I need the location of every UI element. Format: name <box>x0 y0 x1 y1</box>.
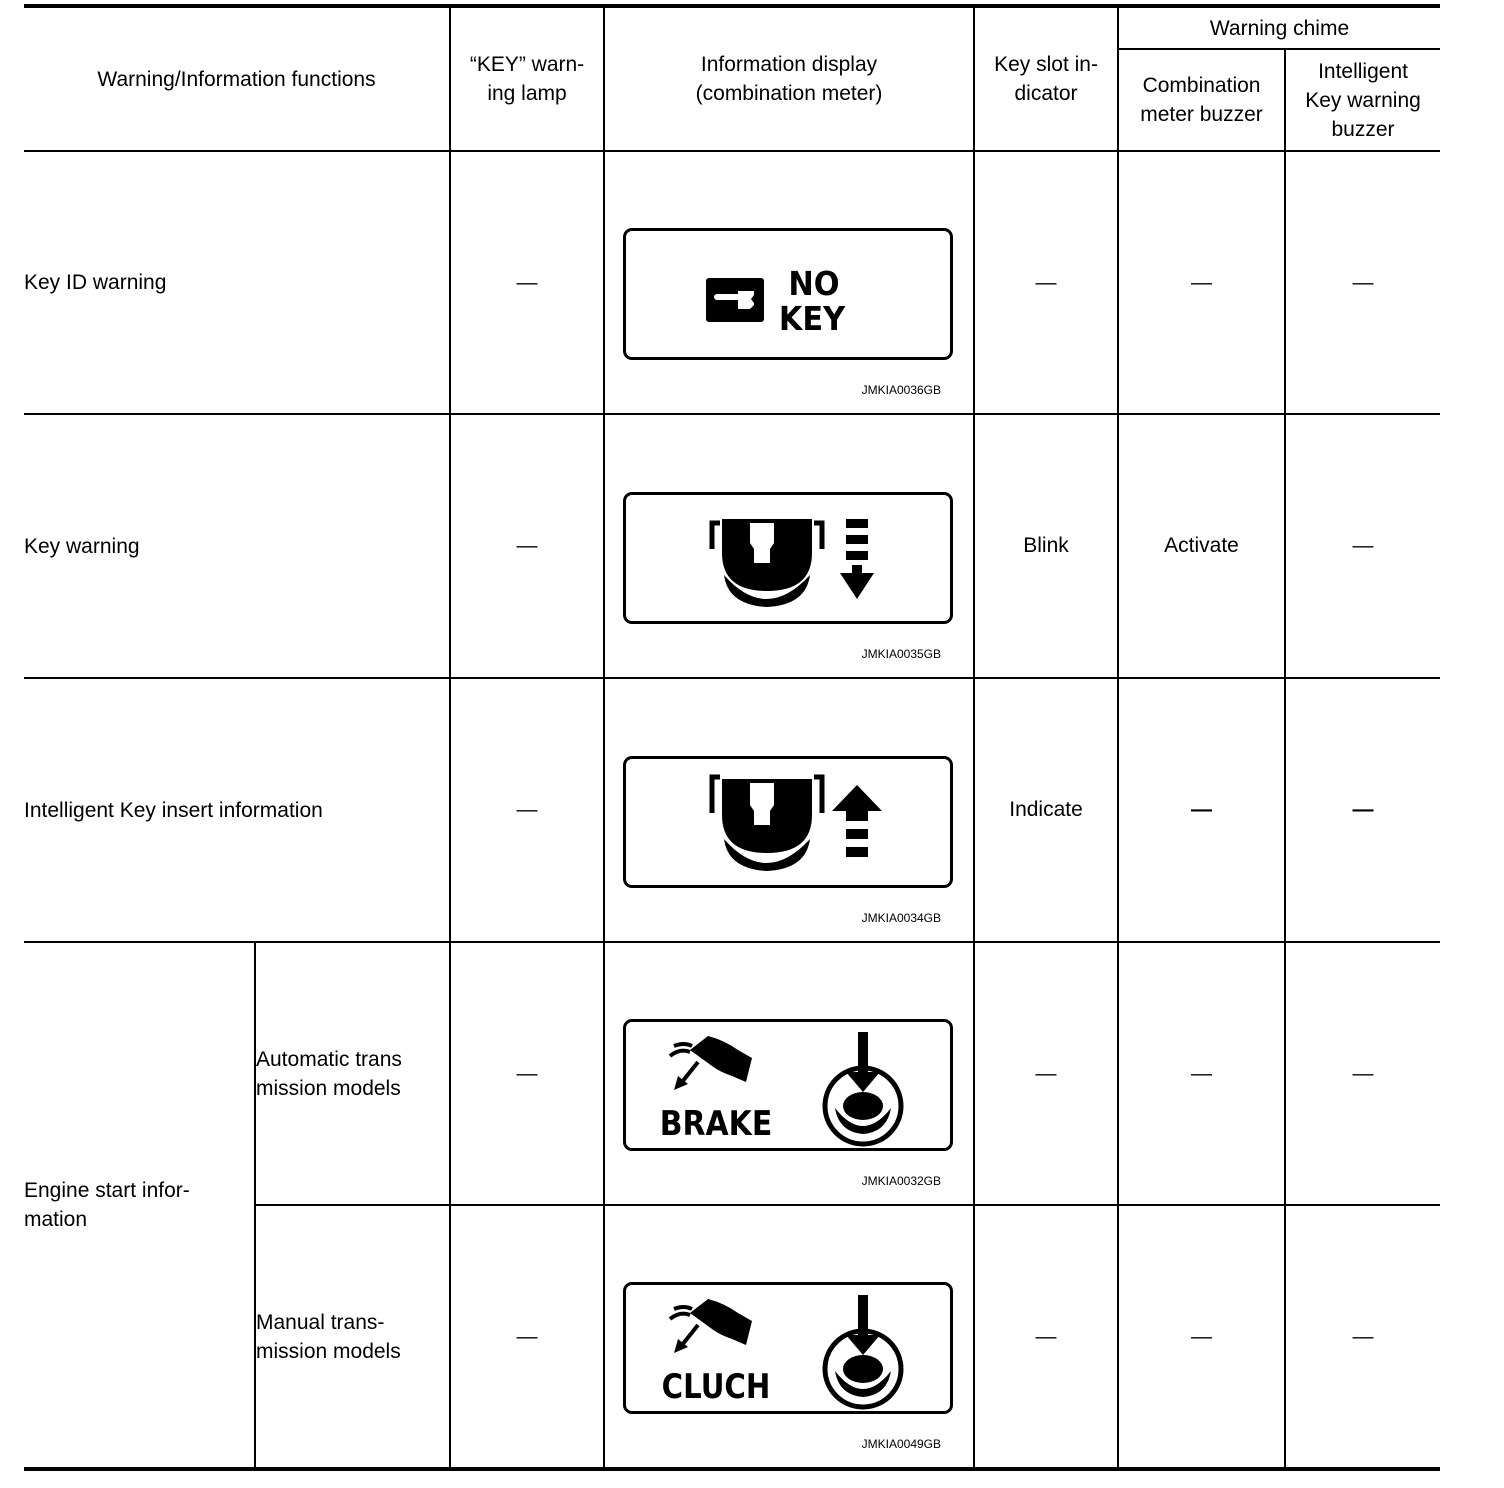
display-text-no: NO <box>788 265 840 304</box>
figure-id: JMKIA0032GB <box>861 1174 942 1188</box>
figure-id: JMKIA0036GB <box>861 383 942 397</box>
header-key-slot: Key slot in- dicator <box>974 6 1118 151</box>
key-slot-cell: — <box>974 1205 1118 1469</box>
foot-pedal-icon <box>670 1299 752 1353</box>
figure-id: JMKIA0035GB <box>861 646 942 661</box>
push-start-button-icon <box>825 1032 901 1144</box>
key-slot-remove-icon <box>712 519 822 607</box>
meter-buzzer-cell: — <box>1118 678 1285 942</box>
engine-start-group-label: Engine start infor- mation <box>24 942 255 1469</box>
meter-buzzer-cell: — <box>1118 151 1285 414</box>
arrow-down-icon <box>840 519 874 599</box>
display-panel <box>623 228 953 360</box>
foot-pedal-icon <box>670 1036 752 1090</box>
key-card-icon <box>706 278 764 322</box>
row-label: Key ID warning <box>24 151 450 414</box>
display-panel <box>623 756 953 888</box>
display-text: CLUCH <box>661 1367 771 1407</box>
meter-buzzer-cell: — <box>1118 942 1285 1205</box>
display-panel <box>623 1282 953 1414</box>
table-row <box>24 942 1440 1205</box>
row-label: Automatic trans mission models <box>255 942 450 1205</box>
ikey-buzzer-cell: — <box>1285 414 1440 678</box>
key-slot-cell: — <box>974 151 1118 414</box>
key-lamp-cell: — <box>450 151 604 414</box>
row-label: Intelligent Key insert information <box>24 678 450 942</box>
arrow-up-icon <box>832 785 882 857</box>
figure-id: JMKIA0034GB <box>861 910 942 925</box>
table-row <box>24 678 1440 942</box>
header-key-lamp: “KEY” warn- ing lamp <box>450 6 604 151</box>
table-row <box>24 414 1440 678</box>
display-text: BRAKE <box>659 1103 773 1144</box>
meter-buzzer-cell: — <box>1118 1205 1285 1469</box>
header-function: Warning/Information functions <box>24 6 450 151</box>
ikey-buzzer-cell: — <box>1285 1205 1440 1469</box>
table-row <box>24 151 1440 414</box>
key-lamp-cell: — <box>450 942 604 1205</box>
display-cell <box>604 678 974 942</box>
push-start-button-icon <box>825 1295 901 1407</box>
key-slot-cell: Indicate <box>974 678 1118 942</box>
display-cell <box>604 151 974 414</box>
figure-id: JMKIA0049GB <box>861 1437 942 1451</box>
key-slot-insert-icon <box>712 777 822 871</box>
display-panel <box>623 1019 953 1151</box>
header-ikey-buzzer: Intelligent Key warning buzzer <box>1285 49 1440 151</box>
ikey-buzzer-cell: — <box>1285 678 1440 942</box>
header-meter-buzzer: Combination meter buzzer <box>1118 49 1285 151</box>
display-cell <box>604 942 974 1205</box>
display-panel <box>623 492 953 624</box>
meter-buzzer-cell: Activate <box>1118 414 1285 678</box>
row-label: Manual trans- mission models <box>255 1205 450 1469</box>
ikey-buzzer-cell: — <box>1285 151 1440 414</box>
key-lamp-cell: — <box>450 678 604 942</box>
key-slot-cell: Blink <box>974 414 1118 678</box>
display-cell <box>604 414 974 678</box>
row-label: Key warning <box>24 414 450 678</box>
key-lamp-cell: — <box>450 414 604 678</box>
display-cell <box>604 1205 974 1469</box>
warning-function-table <box>24 4 1440 1471</box>
display-text-key: KEY <box>778 300 846 339</box>
key-slot-cell: — <box>974 942 1118 1205</box>
header-display: Information display (combination meter) <box>604 6 974 151</box>
key-lamp-cell: — <box>450 1205 604 1469</box>
header-warning-chime: Warning chime <box>1118 6 1440 49</box>
ikey-buzzer-cell: — <box>1285 942 1440 1205</box>
